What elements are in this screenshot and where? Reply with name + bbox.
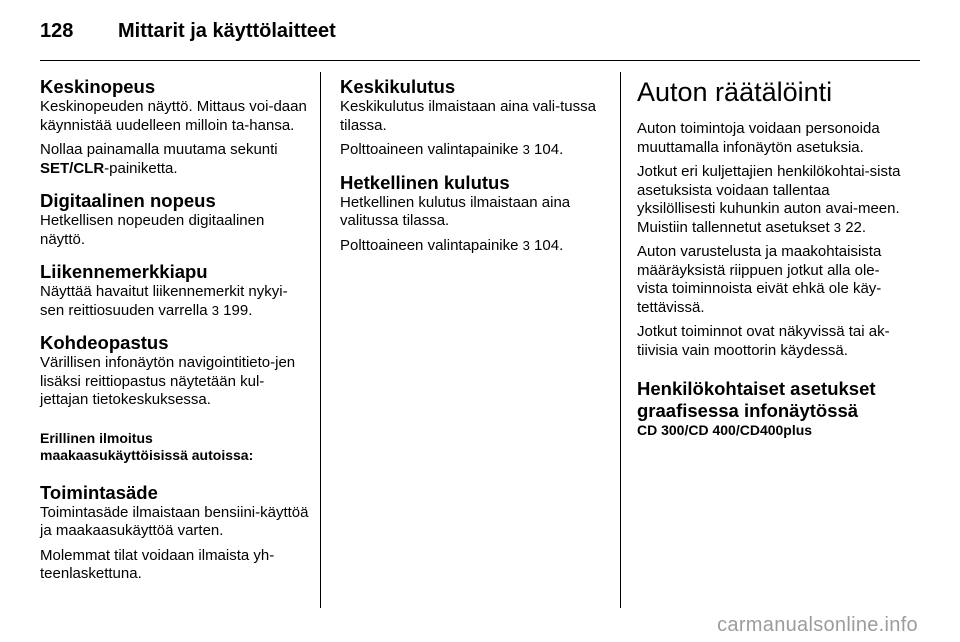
chapter-title: Auton räätälöinti <box>637 77 833 107</box>
paragraph: Näyttää havaitut liikennemerkit nykyi-sen reittiosuuden varrella 3 199. <box>40 283 288 319</box>
section-title-keskikulutus: Keskikulutus <box>340 76 456 97</box>
page-reference-icon: 3 <box>833 219 842 235</box>
section-title-henkilokohtaiset-asetukset: Henkilökohtaiset asetukset graafisessa infonäytössä <box>637 378 876 421</box>
paragraph: Molemmat tilat voidaan ilmaista yh-teenlaskettuna. <box>40 546 275 582</box>
page-header <box>40 12 920 52</box>
paragraph: Toimintasäde ilmaistaan bensiini-käyttöä ja maakaasukäyttöä varten. <box>40 503 309 539</box>
column-divider-2 <box>620 72 621 608</box>
paragraph: Keskikulutus ilmaistaan aina vali-tussa tilassa. <box>340 98 596 134</box>
page-reference-icon: 3 <box>211 302 219 318</box>
page-reference-icon: 3 <box>522 142 530 157</box>
paragraph: Jotkut toiminnot ovat näkyvissä tai ak-tiivisia vain moottorin käydessä. <box>637 323 890 359</box>
section-title-digitaalinen-nopeus: Digitaalinen nopeus <box>40 190 216 211</box>
page-reference-number: 104. <box>534 236 564 254</box>
header-title: Mittarit ja käyttölaitteet <box>118 20 336 42</box>
paragraph: Jotkut eri kuljettajien henkilökohtai-sista asetuksista voidaan tallentaa yksilöllisesti kuhunkin auton avai-meen. Muistiin tallennetut asetukset 3 22. <box>637 163 901 236</box>
section-title-keskinopeus: Keskinopeus <box>40 76 156 97</box>
watermark: carmanualsonline.info <box>717 614 918 636</box>
header-rule <box>40 60 920 61</box>
paragraph: Hetkellinen kulutus ilmaistaan aina valitussa tilassa. <box>340 193 571 229</box>
page-reference-number: 22. <box>845 218 867 236</box>
paragraph: Hetkellisen nopeuden digitaalinen näyttö. <box>40 212 265 248</box>
subsection-title-cd: CD 300/CD 400/CD400plus <box>637 422 813 438</box>
column-3 <box>637 76 903 439</box>
page-reference-number: 104. <box>534 141 564 158</box>
page-number: 128 <box>40 20 74 42</box>
paragraph: Keskinopeuden näyttö. Mittaus voi-daan käynnistää uudelleen milloin ta-hansa. <box>40 98 307 134</box>
page-reference-icon: 3 <box>522 237 530 253</box>
paragraph: Värillisen infonäytön navigointitieto-jen lisäksi reittiopastus näytetään kul-jettajan tietokeskuksessa. <box>40 354 296 408</box>
note-title: Erillinen ilmoitus maakaasukäyttöisissä autoissa: <box>40 429 254 463</box>
column-2 <box>340 76 602 255</box>
paragraph: Nollaa painamalla muutama sekunti SET/CLR-painiketta. <box>40 141 278 177</box>
paragraph: Auton toimintoja voidaan personoida muuttamalla infonäytön asetuksia. <box>637 120 880 156</box>
page-reference-number: 199. <box>223 301 253 319</box>
section-title-toimintasade: Toimintasäde <box>40 481 158 503</box>
paragraph: Polttoaineen valintapainike 3 104. <box>340 141 564 158</box>
section-title-liikennemerkkiapu: Liikennemerkkiapu <box>40 261 208 282</box>
paragraph: Auton varustelusta ja maakohtaisista määräyksistä riippuen jotkut alla ole-vista toiminnoista eivät ehkä ole käy-tettävissä. <box>637 243 882 316</box>
paragraph: Polttoaineen valintapainike 3 104. <box>340 236 564 254</box>
section-title-hetkellinen-kulutus: Hetkellinen kulutus <box>340 171 510 193</box>
column-divider-1 <box>320 72 321 608</box>
column-1 <box>40 76 310 584</box>
section-title-kohdeopastus: Kohdeopastus <box>40 332 169 353</box>
set-clr-label: SET/CLR <box>40 159 105 177</box>
